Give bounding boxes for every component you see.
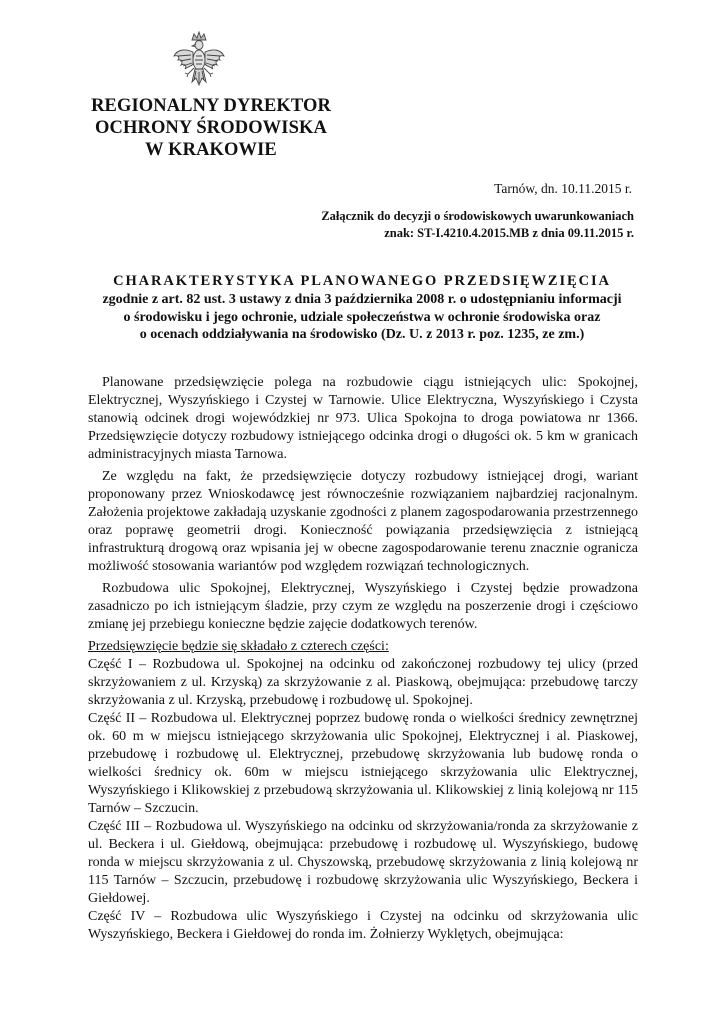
authority-line-2: OCHRONY ŚRODOWISKA [95, 118, 327, 138]
document-title [70, 272, 654, 344]
authority-line-3: W KRAKOWIE [145, 140, 277, 160]
authority-line-1: REGIONALNY DYREKTOR [91, 96, 331, 116]
paragraph-1: Planowane przedsięwzięcie polega na rozbudowie ciągu istniejących ulic: Spokojnej, Elektrycznej, Wyszyńskiego i Czystej w Tarnowie. Ulice Elektryczna, Wyszyńskiego i Czysta stanowią odcinek drogi wojewódzkiej nr 973. Ulica Spokojna to droga powiatowa nr 1366. Przedsięwzięcie dotyczy rozbudowy istniejącego odcinka drogi o długości ok. 5 km w granicach administracyjnych miasta Tarnowa. [88, 375, 638, 462]
title-main: CHARAKTERYSTYKA PLANOWANEGO PRZEDSIĘWZIĘCIA [113, 273, 611, 289]
part-1-description: Część I – Rozbudowa ul. Spokojnej na odcinku od zakończonej rozbudowy tej ulicy (przed skrzyżowaniem z ul. Krzyską) za skrzyżowanie z al. Piaskową, obejmująca: przebudowę tarczy skrzyżowania z ul. Krzyską, przebudowę i rozbudowę ul. Spokojnej. [88, 657, 638, 708]
annex-line-1: Załącznik do decyzji o środowiskowych uwarunkowaniach [321, 209, 634, 223]
polish-eagle-emblem-icon [172, 30, 226, 92]
paragraph-2: Ze względu na fakt, że przedsięwzięcie dotyczy rozbudowy istniejącej drogi, wariant proponowany przez Wnioskodawcę jest równocześnie rozwiązaniem najbardziej racjonalnym. Założenia projektowe zakładają uzyskanie zgodności z planem zagospodarowania przestrzennego oraz poprawę geometrii drogi. Konieczność powiązania przedsięwzięcia z istniejącą infrastrukturą drogową oraz wpisania jej w obecne zagospodarowanie terenu znacznie ogranicza możliwość stosowania wariantów pod względem rozwiązań technologicznych. [88, 469, 638, 574]
part-4-description: Część IV – Rozbudowa ulic Wyszyńskiego i Czystej na odcinku od skrzyżowania ulic Wyszyńskiego, Beckera i Giełdowej do ronda im. Żołnierzy Wyklętych, obejmująca: [88, 909, 638, 942]
document-date: Tarnów, dn. 10.11.2015 r. [494, 181, 632, 196]
part-2-description: Część II – Rozbudowa ul. Elektrycznej poprzez budowę ronda o wielkości średnicy zewnętrznej ok. 60 m w miejscu istniejącego skrzyżowania ulic Spokojnej, Elektrycznej i al. Piaskowej, przebudowę i rozbudowę ul. Elektrycznej, przebudowę skrzyżowania lub budowę ronda o wielkości średnicy ok. 60m w miejscu istniejącego skrzyżowania ulic Elektrycznej, Wyszyńskiego i Klikowskiej z przebudową skrzyżowania ul. Klikowskiej z linią kolejową nr 115 Tarnów – Szczucin. [88, 711, 638, 816]
annex-line-2: znak: ST-I.4210.4.2015.MB z dnia 09.11.2015 r. [384, 226, 634, 240]
issuing-authority [86, 95, 336, 161]
title-sub-3: o ocenach oddziaływania na środowisko (Dz. U. z 2013 r. poz. 1235, ze zm.) [139, 327, 585, 342]
annex-reference [321, 208, 634, 242]
parts-heading: Przedsięwzięcie będzie się składało z czterech części: [88, 639, 389, 654]
part-3-description: Część III – Rozbudowa ul. Wyszyńskiego na odcinku od skrzyżowania/ronda za skrzyżowanie z ul. Beckera i ul. Giełdową, obejmująca: przebudowę i rozbudowę ul. Wyszyńskiego, budowę ronda w miejscu skrzyżowania z ul. Chyszowską, przebudowę skrzyżowania z linią kolejową nr 115 Tarnów – Szczucin, przebudowę i rozbudowę skrzyżowania ulic Wyszyńskiego, Beckera i Giełdowej. [88, 819, 638, 906]
title-sub-2: o środowisku i jego ochronie, udziale społeczeństwa w ochronie środowiska oraz [123, 309, 601, 325]
paragraph-3: Rozbudowa ulic Spokojnej, Elektrycznej, Wyszyńskiego i Czystej będzie prowadzona zasadniczo po ich istniejącym śladzie, przy czym ze względu na poszerzenie drogi i częściowo zmianę jej przebiegu konieczne będzie zajęcie dodatkowych terenów. [88, 581, 638, 632]
document-body [88, 374, 638, 944]
title-sub-1: zgodnie z art. 82 ust. 3 ustawy z dnia 3 października 2008 r. o udostępnianiu informacji [102, 292, 622, 307]
